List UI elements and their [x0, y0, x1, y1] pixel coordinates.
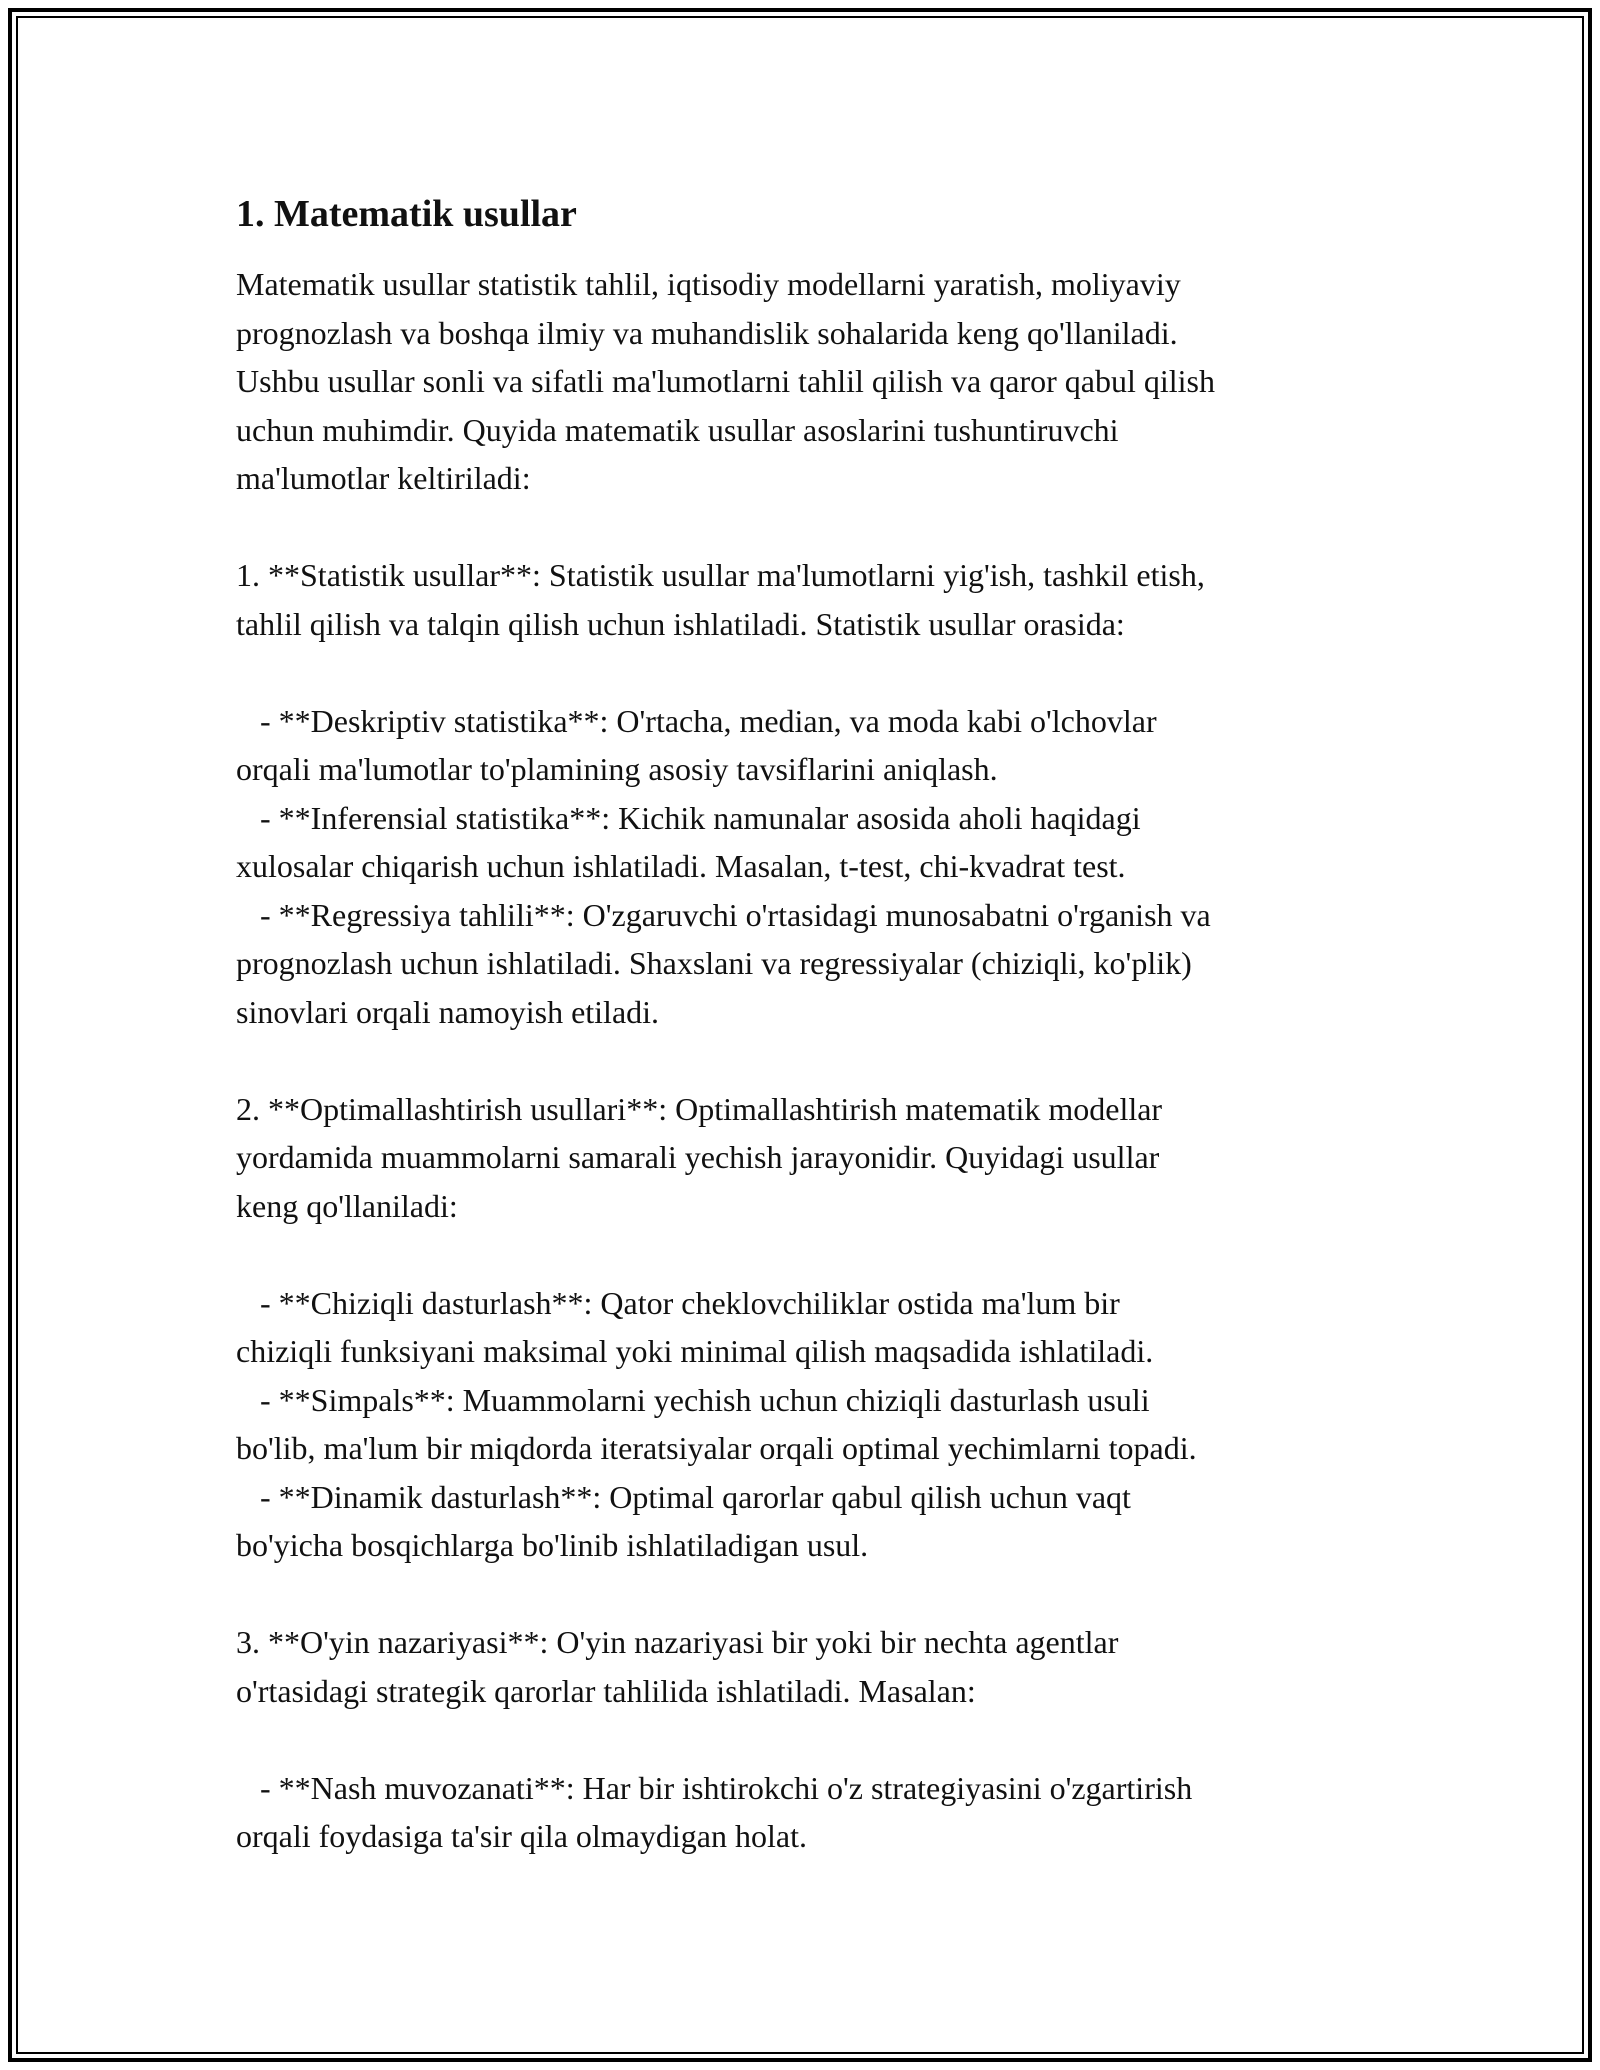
body-text: Matematik usullar statistik tahlil, iqtisodiy modellarni yaratish, moliyaviy prognozlash va boshqa ilmiy va muhandislik sohalarida keng qo'llaniladi. Ushbu usullar sonli va sifatli ma'lumotlarni tahlil qilish va qaror qabul qilish uchun muhimdir. Quyida matematik usullar asoslarini tushuntiruvchi ma'lumotlar keltiriladi: 1. **Statistik usullar**: Statistik usullar ma'lumotlarni yig'ish, tashkil etish, tahlil qilish va talqin qilish uchun ishlatiladi. Statistik usullar orasida: - **Deskriptiv statistika**: O'rtacha, median, va moda kabi o'lchovlar orqali ma'lumotlar to'plamining asosiy tavsiflarini aniqlash. - **Inferensial statistika**: Kichik namunalar asosida aholi haqidagi xulosalar chiqarish uchun ishlatiladi. Masalan, t-test, chi-kvadrat test. - **Regressiya tahlili**: O'zgaruvchi o'rtasidagi munosabatni o'rganish va prognozlash uchun ishlatiladi. Shaxslani va regressiyalar (chiziqli, ko'plik) sinovlari orqali namoyish etiladi. 2. **Optimallashtirish usullari**: Optimallashtirish matematik modellar yordamida muammolarni samarali yechish jarayonidir. Quyidagi usullar keng qo'llaniladi: - **Chiziqli dasturlash**: Qator cheklovchiliklar ostida ma'lum bir chiziqli funksiyani maksimal yoki minimal qilish maqsadida ishlatiladi. - **Simpals**: Muammolarni yechish uchun chiziqli dasturlash usuli bo'lib, ma'lum bir miqdorda iteratsiyalar orqali optimal yechimlarni topadi. - **Dinamik dasturlash**: Optimal qarorlar qabul qilish uchun vaqt bo'yicha bosqichlarga bo'linib ishlatiladigan usul. 3. **O'yin nazariyasi**: O'yin nazariyasi bir yoki bir nechta agentlar o'rtasidagi strategik qarorlar tahlilida ishlatiladi. Masalan: - **Nash muvozanati**: Har bir ishtirokchi o'z strategiyasini o'zgartirish orqali foydasiga ta'sir qila olmaydigan holat. — [236, 266, 1215, 1854]
document-content — [236, 186, 1386, 1861]
section-heading: 1. Matematik usullar — [236, 193, 577, 235]
